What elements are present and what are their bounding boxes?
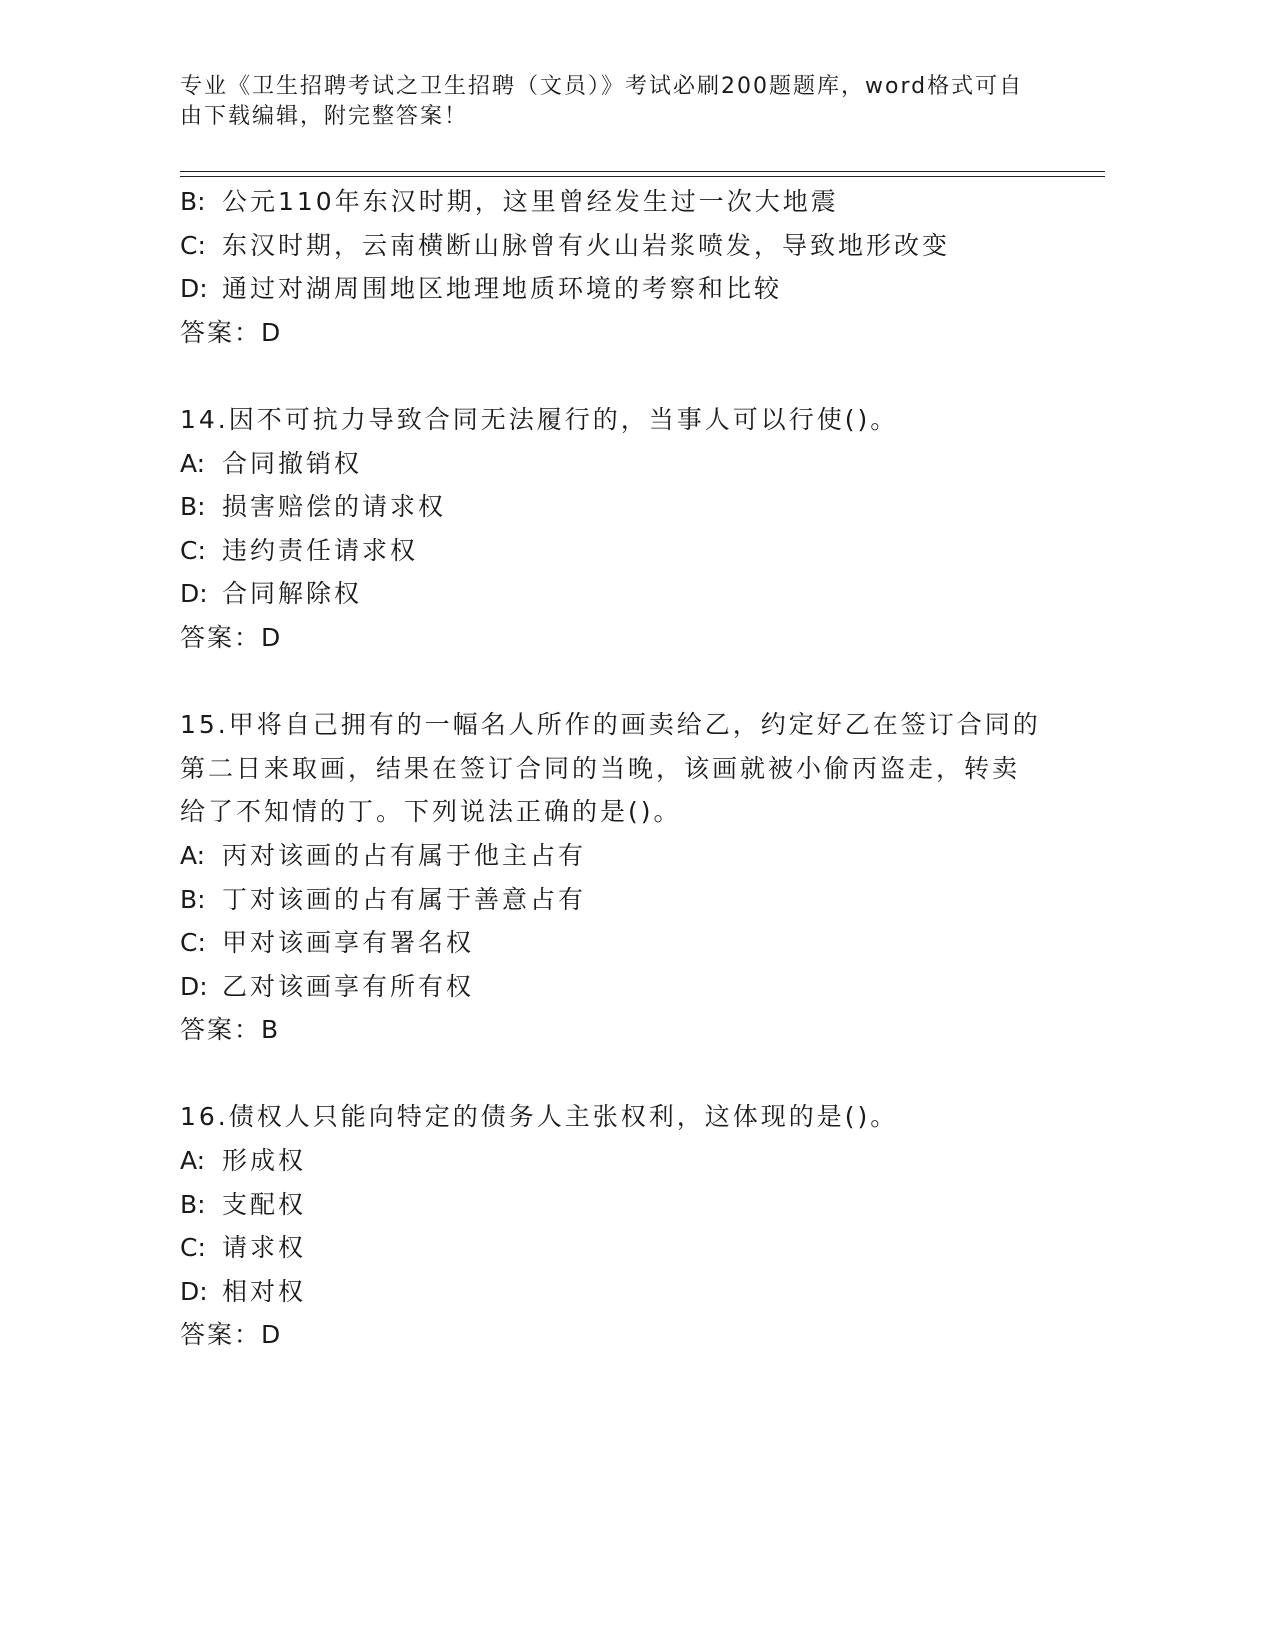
option-text: 形成权 [222, 1146, 307, 1176]
option-text: 丁对该画的占有属于善意占有 [222, 884, 587, 914]
option-text: 合同解除权 [222, 579, 363, 609]
answer-label: 答案： [180, 622, 262, 652]
option-a [180, 1139, 1040, 1183]
option-letter: D: [180, 971, 208, 1001]
option-d [180, 267, 1040, 311]
answer-value: B [261, 1015, 279, 1045]
option-text: 甲对该画享有署名权 [222, 928, 475, 958]
header-divider-top [180, 171, 1105, 172]
question-stem-line-3: 给了不知情的丁。下列说法正确的是()。 [180, 797, 682, 827]
option-letter: A: [180, 448, 206, 478]
answer-value: D [261, 317, 281, 347]
option-text: 东汉时期，云南横断山脉曾有火山岩浆喷发，导致地形改变 [222, 230, 951, 260]
answer-line [180, 1313, 1040, 1357]
answer-value: D [261, 1320, 281, 1350]
option-letter: B: [180, 1189, 206, 1219]
option-letter: B: [180, 187, 206, 216]
option-d [180, 1270, 1040, 1314]
option-c [180, 921, 1040, 965]
answer-line [180, 616, 1040, 660]
option-d [180, 572, 1040, 616]
question-stem: 14.因不可抗力导致合同无法履行的，当事人可以行使()。 [180, 404, 899, 434]
question-content [180, 180, 1040, 1357]
document-header: 专业《卫生招聘考试之卫生招聘（文员）》考试必刷200题题库，word格式可自由下载编辑，附完整答案！ [180, 74, 1024, 129]
question-14 [180, 398, 1040, 660]
option-text: 支配权 [222, 1189, 307, 1219]
option-letter: D: [180, 579, 208, 609]
option-b [180, 1183, 1040, 1227]
question-16 [180, 1095, 1040, 1357]
question-stem-line-2: 第二日来取画，结果在签订合同的当晚，该画就被小偷丙盗走，转卖 [180, 753, 1021, 783]
option-d [180, 965, 1040, 1009]
option-letter: B: [180, 492, 206, 522]
option-text: 违约责任请求权 [222, 535, 419, 565]
option-text: 合同撤销权 [222, 448, 363, 478]
option-text: 通过对湖周围地区地理地质环境的考察和比较 [222, 274, 783, 304]
option-text: 损害赔偿的请求权 [222, 492, 447, 522]
spacer [180, 1052, 1040, 1096]
question-stem: 16.债权人只能向特定的债务人主张权利，这体现的是()。 [180, 1102, 899, 1132]
option-letter: A: [180, 1146, 206, 1176]
option-c [180, 224, 1040, 268]
option-b [180, 180, 1040, 224]
header-divider-bottom [180, 176, 1105, 177]
option-b [180, 485, 1040, 529]
option-a [180, 834, 1040, 878]
answer-label: 答案： [180, 1320, 262, 1350]
option-letter: C: [180, 535, 206, 565]
spacer [180, 660, 1040, 704]
question-15 [180, 703, 1040, 1052]
option-c [180, 529, 1040, 573]
answer-value: D [261, 622, 281, 652]
option-text: 乙对该画享有所有权 [222, 971, 475, 1001]
answer-line [180, 311, 1040, 355]
option-letter: D: [180, 274, 208, 304]
option-text: 相对权 [222, 1276, 307, 1306]
option-text: 公元110年东汉时期，这里曾经发生过一次大地震 [222, 187, 839, 216]
option-letter: B: [180, 884, 206, 914]
option-b [180, 878, 1040, 922]
option-letter: A: [180, 840, 206, 870]
option-letter: C: [180, 230, 206, 260]
option-text: 丙对该画的占有属于他主占有 [222, 840, 587, 870]
answer-label: 答案： [180, 1015, 262, 1045]
spacer [180, 354, 1040, 398]
question-stem-line-1: 15.甲将自己拥有的一幅名人所作的画卖给乙，约定好乙在签订合同的 [180, 710, 1041, 740]
option-letter: D: [180, 1276, 208, 1306]
question-13-continued [180, 180, 1040, 354]
option-c [180, 1226, 1040, 1270]
option-a [180, 442, 1040, 486]
option-text: 请求权 [222, 1233, 307, 1263]
option-letter: C: [180, 928, 206, 958]
option-letter: C: [180, 1233, 206, 1263]
answer-label: 答案： [180, 317, 262, 347]
answer-line [180, 1008, 1040, 1052]
